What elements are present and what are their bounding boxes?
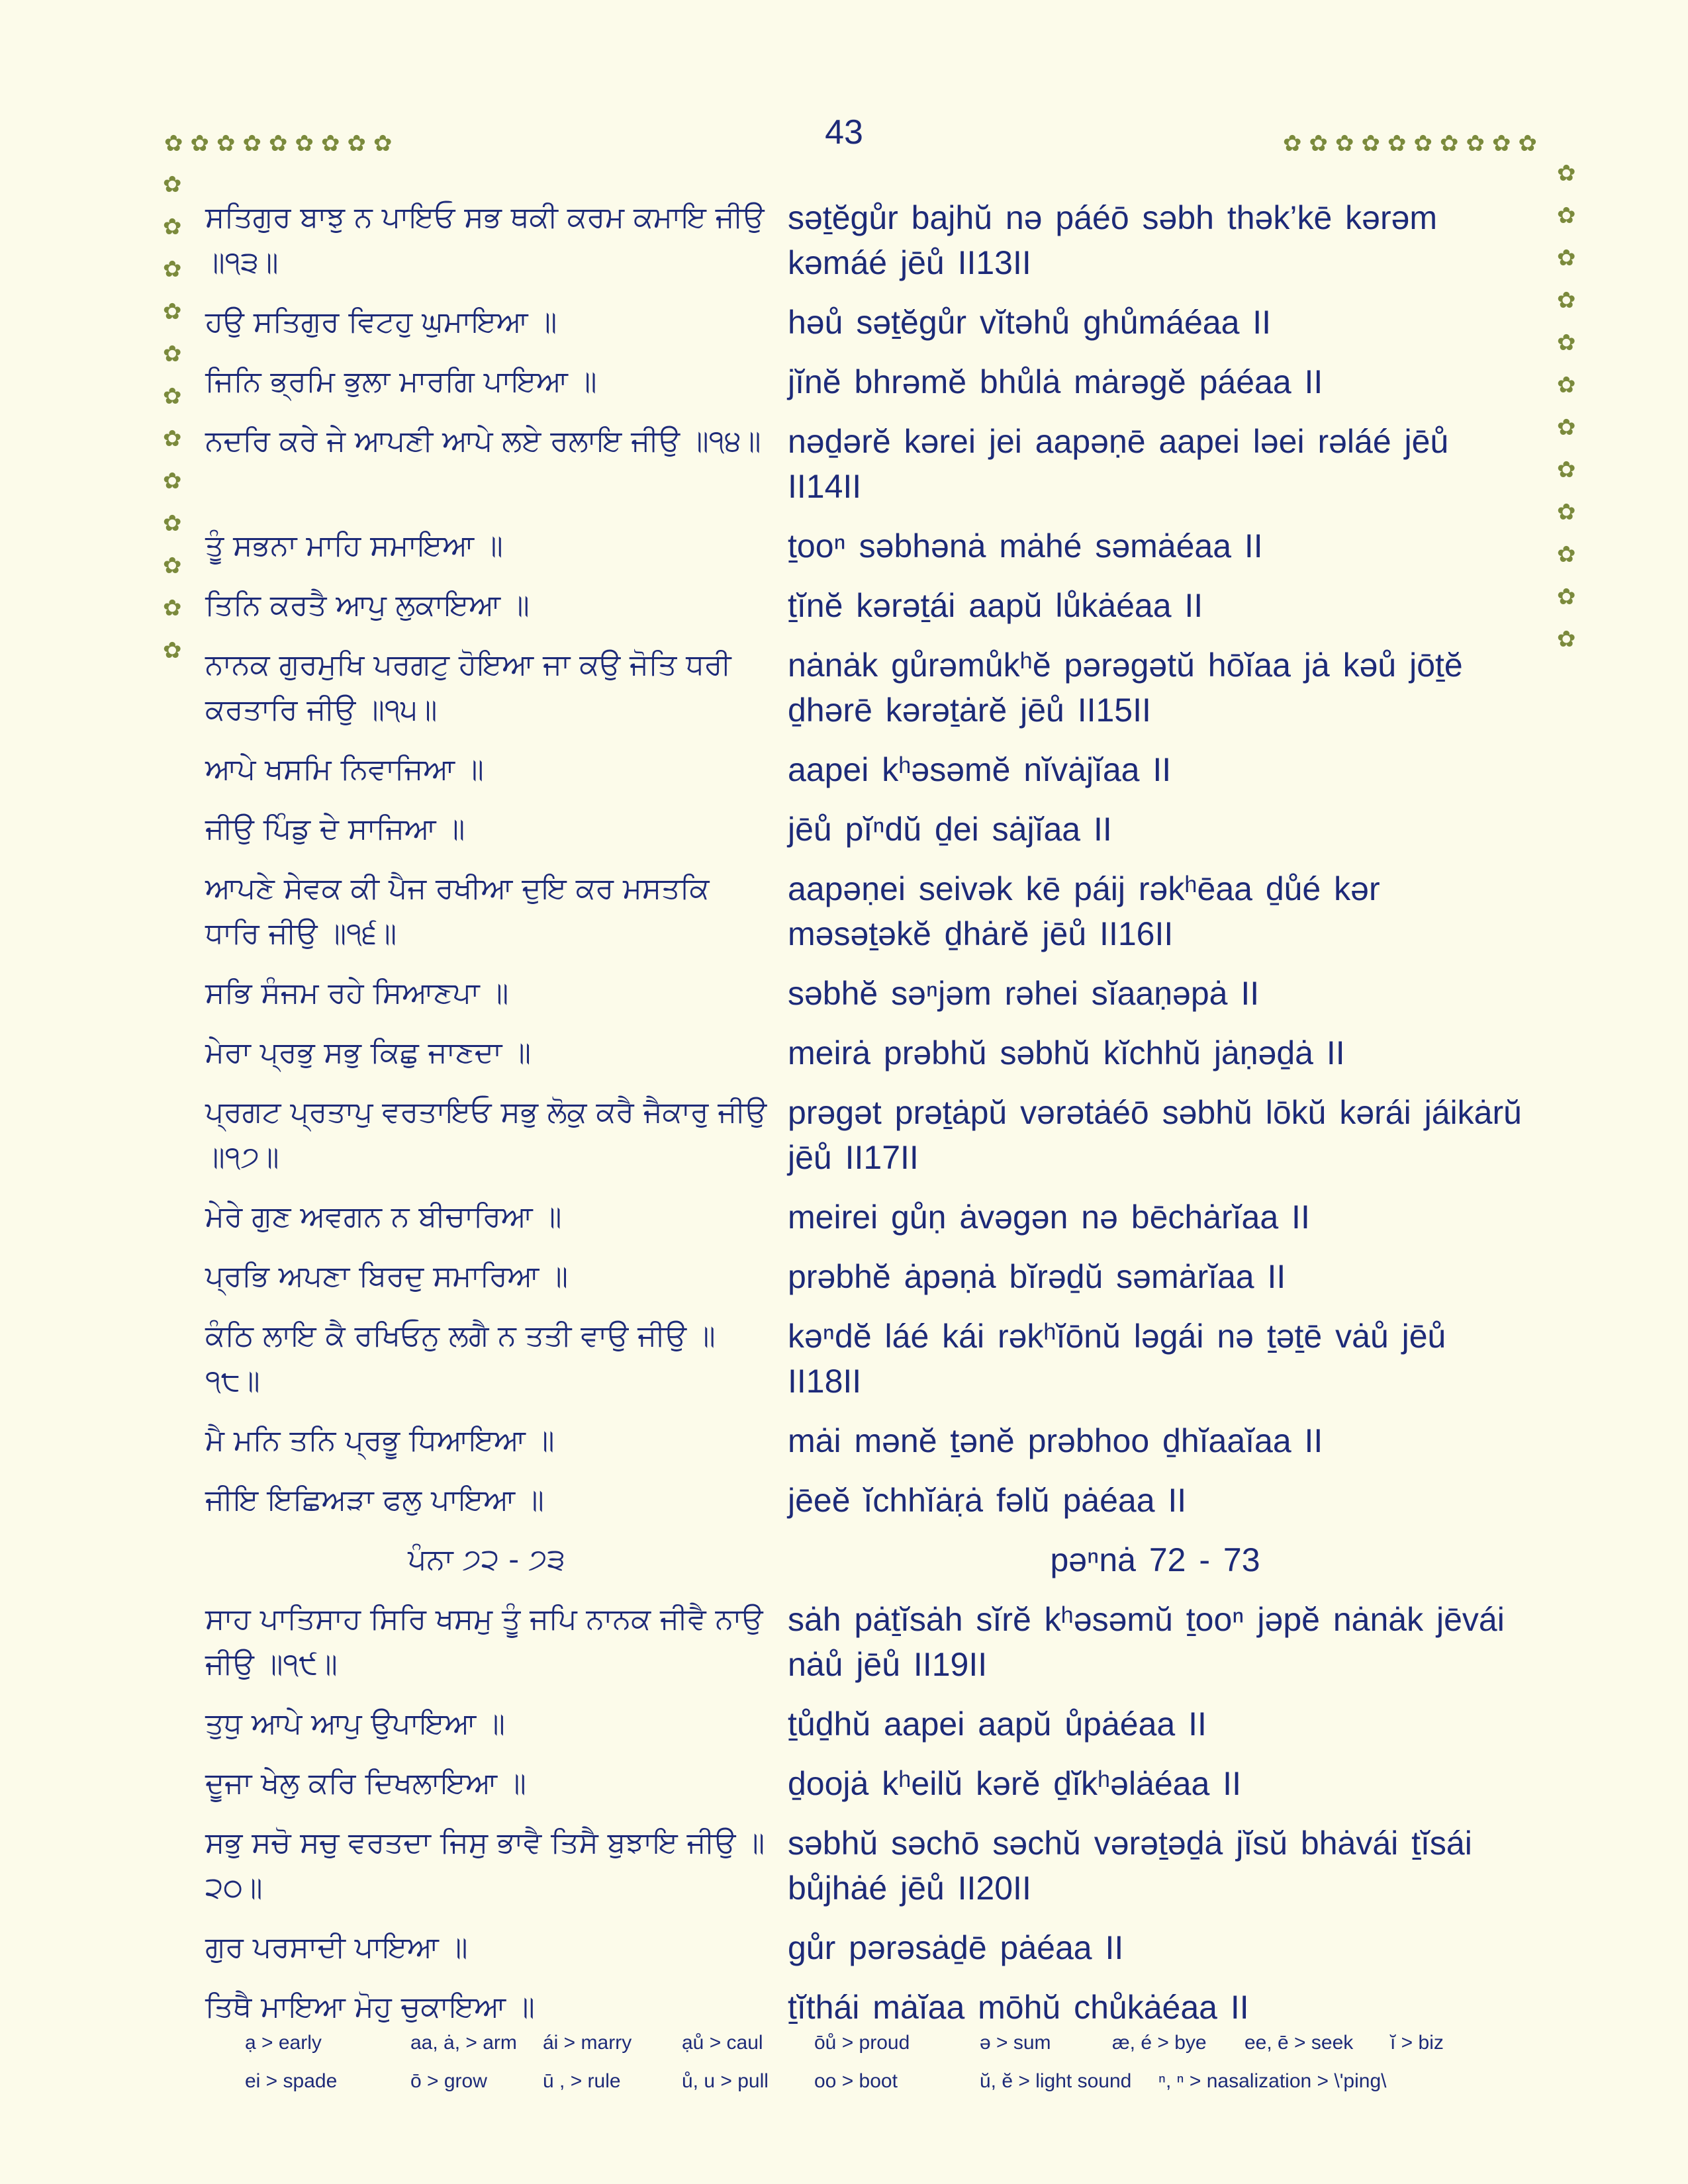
verse-row [205,807,1523,852]
flower-ornament-icon: ✿ [163,171,182,198]
transliteration-text: meirȧ prəbhŭ səbhŭ kĭchhŭ jȧṇəḏȧ II [788,1034,1345,1071]
flower-ornament-icon: ✿ [1492,130,1511,157]
legend-row [245,2070,1503,2097]
flower-ornament-icon: ✿ [163,468,182,494]
legend-item: ů, u > pull [682,2070,769,2092]
legend-item: ạů > caul [682,2032,763,2054]
flower-ornament-icon: ✿ [163,426,182,452]
flower-ornament-icon: ✿ [163,553,182,579]
gurmukhi-text: ਨਾਨਕ ਗੁਰਮੁਖਿ ਪਰਗਟੁ ਹੋਇਆ ਜਾ ਕਉ ਜੋਤਿ ਧਰੀ ਕਰਤਾਰਿ ਜੀਉ ॥੧੫॥ [205,648,731,727]
verse-row [205,1985,1523,2030]
gurmukhi-text: ਆਪਣੇ ਸੇਵਕ ਕੀ ਪੈਜ ਰਖੀਆ ਦੁਇ ਕਰ ਮਸਤਕਿ ਧਾਰਿ ਜੀਉ ॥੧੬॥ [205,872,710,950]
flower-ornament-icon: ✿ [1557,372,1576,398]
gurmukhi-text: ਜੀਇ ਇਛਿਅੜਾ ਫਲੁ ਪਾਇਆ ॥ [205,1483,544,1517]
flower-ornament-icon: ✿ [1557,499,1576,525]
legend-item: æ, é > bye [1112,2032,1207,2054]
legend-item: oo > boot [814,2070,898,2092]
legend-item: ə > sum [980,2032,1051,2054]
page-number: 43 [825,113,863,152]
flower-ornament-icon: ✿ [1557,414,1576,441]
flower-ornament-icon: ✿ [1466,130,1485,157]
verse-row [205,1314,1523,1404]
flower-ornament-icon: ✿ [163,298,182,325]
transliteration-text: prəgət prəṯȧpŭ vərətȧéō səbhŭ lōkŭ kərái jáikȧrŭ jēů II17II [788,1094,1522,1176]
flower-ornament-icon: ✿ [1557,245,1576,271]
section-heading [205,1537,1523,1582]
verse-row [205,1030,1523,1075]
flower-ornament-icon: ✿ [1361,130,1380,157]
flower-ornament-icon: ✿ [295,130,314,157]
gurmukhi-text: ਜਿਨਿ ਭ੍ਰਮਿ ਭੁਲਾ ਮਾਰਗਿ ਪਾਇਆ ॥ [205,365,597,398]
gurmukhi-text: ਗੁਰ ਪਰਸਾਦੀ ਪਾਇਆ ॥ [205,1931,468,1964]
gurmukhi-text: ਪੰਨਾ ੭੨ - ੭੩ [408,1543,565,1576]
flower-ornament-icon: ✿ [1557,203,1576,229]
pronunciation-legend [245,2032,1503,2109]
transliteration-text: prəbhĕ ȧpəṇȧ bĭrəḏŭ səmȧrĭaa II [788,1258,1286,1295]
flower-ornament-icon: ✿ [1557,584,1576,610]
gurmukhi-text: ਜੀਉ ਪਿੰਡੁ ਦੇ ਸਾਜਿਆ ॥ [205,812,465,846]
transliteration-text: ṯooⁿ səbhənȧ mȧhé səmȧéaa II [788,527,1263,565]
gurmukhi-text: ਪ੍ਰਗਟ ਪ੍ਰਤਾਪੁ ਵਰਤਾਇਓ ਸਭੁ ਲੋਕੁ ਕਰੈ ਜੈਕਾਰੁ ਜੀਉ ॥੧੭॥ [205,1095,767,1174]
gurmukhi-text: ਮੇਰੇ ਗੁਣ ਅਵਗਨ ਨ ਬੀਚਾਰਿਆ ॥ [205,1200,562,1234]
legend-item: ōů > proud [814,2032,910,2054]
flower-ornament-icon: ✿ [1557,160,1576,187]
gurmukhi-text: ਤਿਨਿ ਕਰਤੈ ਆਪੁ ਲੁਕਾਇਆ ॥ [205,588,530,622]
transliteration-text: ṯůḏhŭ aapei aapŭ ůpȧéaa II [788,1706,1207,1743]
legend-item: ū , > rule [543,2070,621,2092]
flower-ornament-icon: ✿ [216,130,236,157]
transliteration-text: jēeĕ ĭchhĭȧṛȧ fəlŭ pȧéaa II [788,1482,1187,1519]
flower-ornament-icon: ✿ [163,383,182,410]
flower-ornament-icon: ✿ [1557,457,1576,483]
gurmukhi-text: ਪ੍ਰਭਿ ਅਪਣਾ ਬਿਰਦੁ ਸਮਾਰਿਆ ॥ [205,1259,569,1293]
legend-item: ee, ē > seek [1244,2032,1354,2054]
transliteration-text: ṯĭthái mȧĭaa mōhŭ chůkȧéaa II [788,1989,1249,2026]
gurmukhi-text: ਮੈ ਮਨਿ ਤਨਿ ਪ੍ਰਭੂ ਧਿਆਇਆ ॥ [205,1424,555,1457]
gurmukhi-text: ਦੂਜਾ ਖੇਲੁ ਕਰਿ ਦਿਖਲਾਇਆ ॥ [205,1766,526,1800]
ornament-border-right [1557,162,1576,651]
legend-item: ei > spade [245,2070,338,2092]
transliteration-text: ṯĭnĕ kərəṯái aapŭ lůkȧéaa II [788,587,1203,624]
legend-item: aa, ȧ, > arm [410,2032,517,2054]
legend-item: ạ > early [245,2032,322,2054]
flower-ornament-icon: ✿ [1283,130,1302,157]
flower-ornament-icon: ✿ [163,214,182,240]
flower-ornament-icon: ✿ [1309,130,1328,157]
verse-row [205,971,1523,1016]
flower-ornament-icon: ✿ [373,130,393,157]
gurmukhi-text: ਕੰਠਿ ਲਾਇ ਕੈ ਰਖਿਓਨੁ ਲਗੈ ਨ ਤਤੀ ਵਾਉ ਜੀਉ ॥੧੮॥ [205,1319,716,1398]
transliteration-text: həů səṯĕgůr vĭtəhů ghůmáéaa II [788,304,1272,341]
gurmukhi-text: ਤਿਥੈ ਮਾਇਆ ਮੋਹੁ ਚੁਕਾਇਆ ॥ [205,1990,535,2024]
verse-row [205,1195,1523,1240]
legend-row [245,2032,1503,2058]
gurmukhi-text: ਆਪੇ ਖਸਮਿ ਨਿਵਾਜਿਆ ॥ [205,752,484,786]
ornament-border-top-right [1283,132,1537,155]
verse-table [205,195,1523,2044]
flower-ornament-icon: ✿ [347,130,366,157]
gurmukhi-text: ਨਦਰਿ ਕਰੇ ਜੇ ਆਪਣੀ ਆਪੇ ਲਏ ਰਲਾਇ ਜੀਉ ॥੧੪॥ [205,424,761,458]
transliteration-text: səbhŭ səchō səchŭ vərəṯəḏȧ jĭsŭ bhȧvái ṯĭsái bůjhȧé jēů II20II [788,1825,1472,1907]
transliteration-text: mȧi mənĕ ṯənĕ prəbhoo ḏhĭaaĭaa II [788,1422,1323,1459]
gurmukhi-text: ਸਾਹ ਪਾਤਿਸਾਹ ਸਿਰਿ ਖਸਮੁ ਤੂੰ ਜਪਿ ਨਾਨਕ ਜੀਵੈ ਨਾਉ ਜੀਉ ॥੧੯॥ [205,1602,763,1681]
flower-ornament-icon: ✿ [269,130,288,157]
legend-item: ŭ, ĕ > light sound [980,2070,1132,2092]
flower-ornament-icon: ✿ [1557,330,1576,356]
flower-ornament-icon: ✿ [1387,130,1407,157]
ornament-border-top-left [164,132,393,155]
flower-ornament-icon: ✿ [163,510,182,537]
flower-ornament-icon: ✿ [1335,130,1354,157]
transliteration-text: kəⁿdĕ láé kái rəkʰĭōnŭ ləgái nə ṯəṯē vȧů jēů II18II [788,1318,1446,1400]
verse-row [205,1090,1523,1180]
legend-item: ĭ > biz [1390,2032,1444,2054]
flower-ornament-icon: ✿ [1557,626,1576,653]
flower-ornament-icon: ✿ [163,256,182,283]
transliteration-text: sȧh pȧṯĭsȧh sĭrĕ kʰəsəmŭ ṯooⁿ jəpĕ nȧnȧk jēvái nȧů jēů II19II [788,1601,1505,1683]
verse-row [205,643,1523,733]
transliteration-text: nəḏərĕ kərei jei aapəṇē aapei ləei rəláé jēů II14II [788,423,1449,505]
gurmukhi-text: ਸਭੁ ਸਚੋ ਸਚੁ ਵਰਤਦਾ ਜਿਸੁ ਭਾਵੈ ਤਿਸੈ ਬੁਝਾਇ ਜੀਉ ॥੨੦॥ [205,1826,765,1905]
flower-ornament-icon: ✿ [321,130,340,157]
verse-row [205,1597,1523,1687]
transliteration-text: səṯĕgůr bajhŭ nə páéō səbh thək’kē kərəm kəmáé jēů II13II [788,199,1438,281]
gurmukhi-text: ਹਉ ਸਤਿਗੁਰ ਵਿਟਹੁ ਘੁਮਾਇਆ ॥ [205,305,557,339]
flower-ornament-icon: ✿ [1518,130,1537,157]
gurmukhi-text: ਤੁਧੁ ਆਪੇ ਆਪੁ ਉਪਾਇਆ ॥ [205,1707,505,1741]
verse-row [205,300,1523,345]
transliteration-text: ḏoojȧ kʰeilŭ kərĕ ḏĭkʰəlȧéaa II [788,1765,1241,1802]
verse-row [205,523,1523,569]
gurmukhi-text: ਸਤਿਗੁਰ ਬਾਝੁ ਨ ਪਾਇਓ ਸਭ ਥਕੀ ਕਰਮ ਕਮਾਇ ਜੀਉ ॥੧੩॥ [205,201,765,279]
verse-row [205,195,1523,285]
transliteration-text: meirei gůṇ ȧvəgən nə bēchȧrĭaa II [788,1199,1310,1236]
verse-row [205,866,1523,956]
legend-item: ⁿ, ⁿ > nasalization > \'ping\ [1158,2070,1387,2092]
flower-ornament-icon: ✿ [163,595,182,621]
flower-ornament-icon: ✿ [190,130,209,157]
gurmukhi-text: ਸਭਿ ਸੰਜਮ ਰਹੇ ਸਿਆਣਪਾ ॥ [205,976,509,1010]
verse-row [205,1418,1523,1463]
verse-row [205,1478,1523,1523]
flower-ornament-icon: ✿ [164,130,183,157]
verse-row [205,359,1523,404]
transliteration-text: jēů pĭⁿdŭ ḏei sȧjĭaa II [788,811,1112,848]
flower-ornament-icon: ✿ [1557,541,1576,568]
gurmukhi-text: ਤੂੰ ਸਭਨਾ ਮਾਹਿ ਸਮਾਇਆ ॥ [205,529,503,563]
verse-row [205,1761,1523,1806]
gurmukhi-text: ਮੇਰਾ ਪ੍ਰਭੁ ਸਭੁ ਕਿਛੁ ਜਾਣਦਾ ॥ [205,1036,532,1069]
verse-row [205,1702,1523,1747]
flower-ornament-icon: ✿ [1440,130,1459,157]
transliteration-text: aapəṇei seivək kē páij rəkʰēaa ḏůé kər məsəṯəkĕ ḏhȧrĕ jēů II16II [788,870,1380,952]
transliteration-text: aapei kʰəsəmĕ nĭvȧjĭaa II [788,751,1172,788]
verse-row [205,1821,1523,1911]
ornament-border-left [163,173,182,662]
flower-ornament-icon: ✿ [1557,287,1576,314]
verse-row [205,583,1523,628]
flower-ornament-icon: ✿ [163,341,182,367]
transliteration-text: pəⁿnȧ 72 - 73 [1050,1541,1260,1578]
transliteration-text: gůr pərəsȧḏē pȧéaa II [788,1929,1124,1966]
transliteration-text: səbhĕ səⁿjəm rəhei sĭaaṇəpȧ II [788,975,1260,1012]
transliteration-text: nȧnȧk gůrəmůkʰĕ pərəgətŭ hōĭaa jȧ kəů jōṯĕ ḏhərē kərəṯȧrĕ jēů II15II [788,647,1463,729]
transliteration-text: jĭnĕ bhrəmĕ bhůlȧ mȧrəgĕ páéaa II [788,363,1323,400]
verse-row [205,1254,1523,1299]
verse-row [205,1925,1523,1970]
flower-ornament-icon: ✿ [1413,130,1432,157]
verse-row [205,747,1523,792]
legend-item: ái > marry [543,2032,632,2054]
legend-item: ō > grow [410,2070,487,2092]
flower-ornament-icon: ✿ [242,130,261,157]
flower-ornament-icon: ✿ [163,637,182,664]
verse-row [205,419,1523,509]
